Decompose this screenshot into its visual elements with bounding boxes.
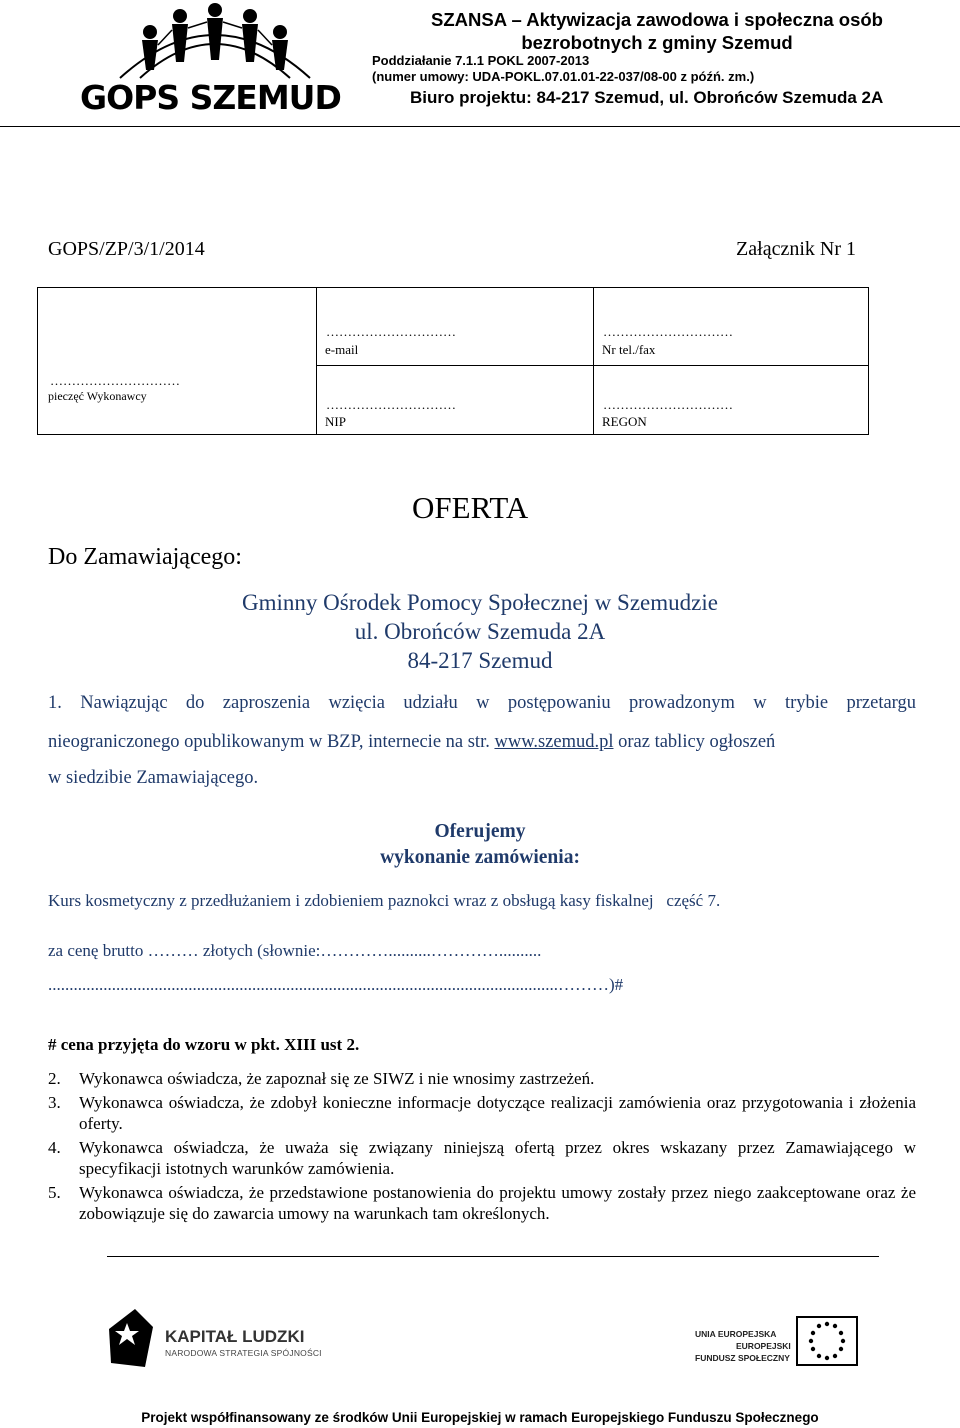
regon-label: REGON bbox=[602, 414, 647, 429]
eu-line3: FUNDUSZ SPOŁECZNY bbox=[695, 1353, 790, 1363]
eu-line2: EUROPEJSKI bbox=[736, 1341, 791, 1351]
institution-name: Gminny Ośrodek Pomocy Społecznej w Szemudzie bbox=[242, 590, 718, 615]
email-label: e-mail bbox=[325, 342, 359, 357]
subaction-line: Poddziałanie 7.1.1 POKL 2007-2013 bbox=[372, 53, 590, 68]
regon-dots[interactable]: ………………………… bbox=[603, 397, 733, 412]
list-text: Wykonawca oświadcza, że zapoznał się ze SIWZ i nie wnosimy zastrzeżeń. bbox=[79, 1069, 595, 1088]
table-divider bbox=[316, 365, 868, 366]
kapital-ludzki-logo-icon bbox=[105, 1305, 157, 1376]
project-title-line2: bezrobotnych z gminy Szemud bbox=[521, 32, 793, 53]
footer-divider bbox=[107, 1256, 879, 1257]
cofinance-notice: Projekt współfinansowany ze środków Unii Europejskiej w ramach Europejskiego Funduszu Społecznego bbox=[141, 1410, 819, 1425]
list-number: 2. bbox=[48, 1069, 61, 1088]
annex-label: Załącznik Nr 1 bbox=[736, 238, 856, 260]
list-number: 4. bbox=[48, 1138, 61, 1157]
tel-dots[interactable]: ………………………… bbox=[603, 324, 733, 339]
list-text: Wykonawca oświadcza, że zdobył konieczne informacje dotyczące realizacji zamówienia oraz przygotowania i złożenia oferty. bbox=[79, 1093, 916, 1133]
price-line-continued[interactable]: ........................................................................................................................………)# bbox=[48, 975, 624, 994]
to-recipient-label: Do Zamawiającego: bbox=[48, 544, 242, 570]
tel-label: Nr tel./fax bbox=[602, 342, 656, 357]
table-divider bbox=[593, 288, 594, 434]
reference-code: GOPS/ZP/3/1/2014 bbox=[48, 238, 205, 260]
institution-street: ul. Obrońców Szemuda 2A bbox=[354, 619, 606, 644]
list-item bbox=[48, 1092, 916, 1134]
stamp-label: pieczęć Wykonawcy bbox=[48, 389, 147, 403]
price-line[interactable]: za cenę brutto ……… złotych (słownie:…………..........………….......... bbox=[48, 941, 542, 960]
eu-line1: UNIA EUROPEJSKA bbox=[695, 1329, 777, 1339]
list-text: Wykonawca oświadcza, że przedstawione postanowienia do projektu umowy zostały przez niego zaakceptowane oraz że zobowiązuje się do zawarcia umowy na warunkach tam określonych. bbox=[79, 1183, 916, 1223]
nip-dots[interactable]: ………………………… bbox=[326, 397, 456, 412]
kapital-ludzki-title: KAPITAŁ LUDZKI bbox=[165, 1327, 305, 1346]
paragraph-1-text: oraz tablicy ogłoszeń bbox=[613, 732, 776, 752]
offering-heading: Oferujemy bbox=[434, 821, 526, 842]
price-note: # cena przyjęta do wzoru w pkt. XIII ust 2. bbox=[48, 1035, 360, 1054]
eu-flag-icon bbox=[796, 1316, 858, 1371]
project-office: Biuro projektu: 84-217 Szemud, ul. Obrońców Szemuda 2A bbox=[410, 88, 884, 107]
paragraph-1-text: nieograniczonego opublikowanym w BZP, internecie na str. bbox=[48, 732, 495, 752]
offering-subheading: wykonanie zamówienia: bbox=[380, 847, 580, 868]
list-text: Wykonawca oświadcza, że uważa się związany niniejszą ofertą przez okres wskazany przez Zamawiającego w specyfikacji istotnych warunków zamówienia. bbox=[79, 1138, 916, 1178]
institution-city: 84-217 Szemud bbox=[407, 648, 553, 673]
logo-text: GOPS SZEMUD bbox=[80, 78, 341, 117]
agreement-number: (numer umowy: UDA-POKL.07.01.01-22-037/08-00 z późń. zm.) bbox=[372, 69, 755, 84]
kapital-ludzki-subtitle: NARODOWA STRATEGIA SPÓJNOŚCI bbox=[165, 1348, 322, 1358]
list-item bbox=[48, 1137, 916, 1179]
paragraph-1-line1: 1. Nawiązując do zaproszenia wzięcia udziału w postępowaniu prowadzonym w trybie przetargu bbox=[48, 693, 916, 713]
paragraph-1-line2 bbox=[48, 732, 916, 753]
list-number: 3. bbox=[48, 1093, 61, 1112]
declarations-list bbox=[48, 1068, 916, 1227]
list-item bbox=[48, 1068, 916, 1089]
offer-title: OFERTA bbox=[412, 490, 529, 525]
nip-label: NIP bbox=[325, 414, 346, 429]
email-dots[interactable]: ………………………… bbox=[326, 324, 456, 339]
table-divider bbox=[316, 288, 317, 434]
website-link[interactable]: www.szemud.pl bbox=[494, 732, 614, 752]
header-divider bbox=[0, 126, 960, 127]
list-number: 5. bbox=[48, 1183, 61, 1202]
project-title bbox=[372, 8, 942, 54]
course-description: Kurs kosmetyczny z przedłużaniem i zdobieniem paznokci wraz z obsługą kasy fiskalnej część 7. bbox=[48, 891, 721, 910]
paragraph-1-line3: w siedzibie Zamawiającego. bbox=[48, 768, 259, 788]
stamp-dots[interactable]: ………………………… bbox=[50, 373, 180, 388]
project-title-line1: SZANSA – Aktywizacja zawodowa i społeczna osób bbox=[431, 9, 883, 30]
list-item bbox=[48, 1182, 916, 1224]
contractor-table bbox=[37, 287, 869, 435]
